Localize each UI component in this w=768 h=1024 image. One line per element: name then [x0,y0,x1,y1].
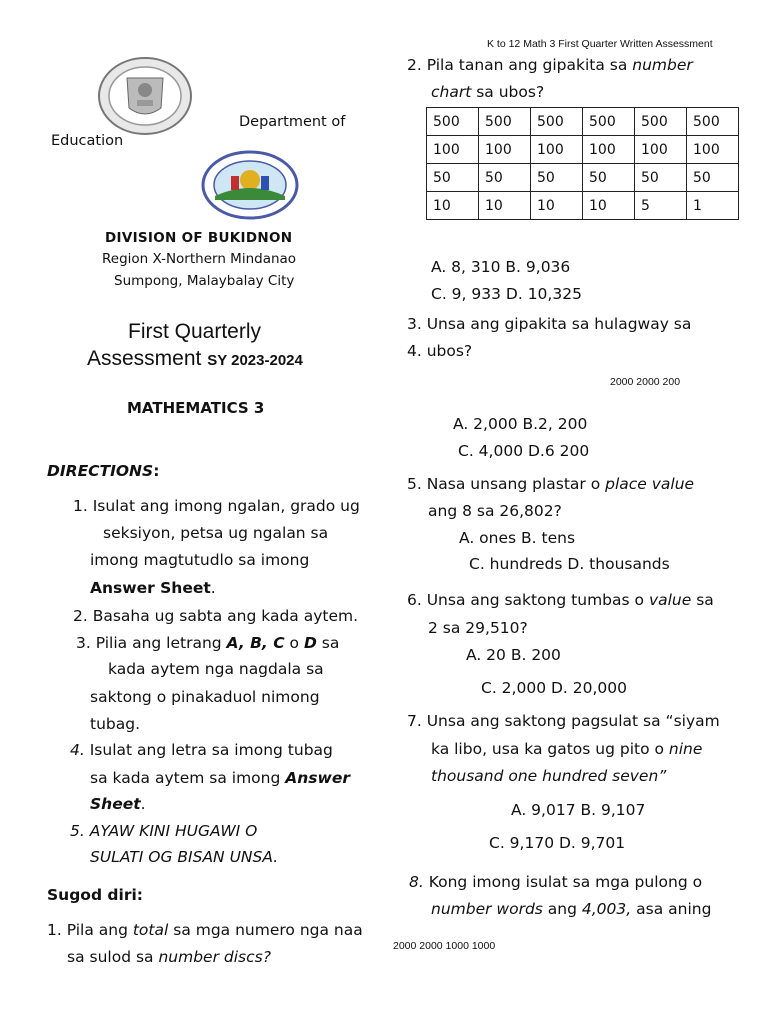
direction-1-line2: seksiyon, petsa ug ngalan sa [103,524,329,542]
question-7-line3: thousand one hundred seven” [431,767,667,785]
question-8-image-caption: 2000 2000 1000 1000 [393,940,496,952]
dept-label-line1: Department of [239,114,346,130]
table-cell: 50 [635,164,687,192]
table-cell: 10 [479,192,531,220]
direction-4-line1 [70,741,333,759]
question-5-line1 [407,475,694,493]
table-cell: 100 [583,136,635,164]
question-7-line2 [431,740,702,758]
school-year: SY 2023-2024 [207,352,303,369]
title-line1: First Quarterly [128,320,262,343]
direction-2: 2. Basaha ug sabta ang kada aytem. [73,607,359,625]
question-7-options-2: C. 9,170 D. 9,701 [489,834,626,852]
table-cell: 100 [687,136,739,164]
direction-3-line3: saktong o pinakaduol nimong [90,688,320,706]
table-cell: 50 [427,164,479,192]
q7-nine: nine [668,740,703,758]
q2-start: 2. Pila tanan ang gipakita sa [407,56,633,74]
table-cell: 100 [479,136,531,164]
division-bukidnon-seal-logo [201,150,299,220]
question-6-options-1: A. 20 B. 200 [466,646,561,664]
direction-4-sheet: Sheet [90,795,141,813]
q2-chart: chart [431,83,472,101]
table-cell: 1 [687,192,739,220]
direction-3-line4: tubag. [90,715,141,733]
address-line: Sumpong, Malaybalay City [114,273,295,289]
dept-label-line2: Education [51,133,124,149]
direction-4-answer: Answer [285,769,350,787]
q1-end: sa mga numero nga naa [168,921,363,939]
directions-heading [47,462,159,480]
table-cell: 500 [635,108,687,136]
direction-3-line1 [76,634,339,652]
q8-number: 4,003, [581,900,632,918]
question-3-options-2: C. 4,000 D.6 200 [458,442,590,460]
q6-end: sa [691,591,714,609]
table-cell: 50 [531,164,583,192]
subject-title: MATHEMATICS 3 [127,399,265,417]
table-cell: 100 [531,136,583,164]
question-2-options-1: A. 8, 310 B. 9,036 [431,258,571,276]
direction-3-line2: kada aytem nga nagdala sa [108,660,324,678]
table-cell: 100 [427,136,479,164]
question-6-line1 [407,591,714,609]
title-line2 [87,347,303,371]
direction-3-o: o [284,634,304,652]
question-2-options-2: C. 9, 933 D. 10,325 [431,285,582,303]
table-cell: 50 [583,164,635,192]
question-3-line2: 4. ubos? [407,342,473,360]
table-row [427,192,739,220]
table-cell: 10 [583,192,635,220]
direction-3-start: 3. Pilia ang letrang [76,634,227,652]
q5-place-value: place value [605,475,695,493]
direction-1-line1: 1. Isulat ang imong ngalan, grado ug [73,497,360,515]
question-2-line1 [407,56,693,74]
q7-l2-start: ka libo, usa ka gatos ug pito o [431,740,669,758]
q1-total: total [132,921,169,939]
q8-number-words: number words [431,900,543,918]
direction-3-letters: A, B, C [226,634,285,652]
q1-number-discs: number discs? [158,948,271,966]
question-3-image-caption: 2000 2000 200 [610,376,681,388]
direction-4-line2 [90,769,350,787]
q8-end: asa aning [631,900,712,918]
table-cell: 5 [635,192,687,220]
table-cell: 500 [687,108,739,136]
question-3-options-1: A. 2,000 B.2, 200 [453,415,588,433]
question-5-line2: ang 8 sa 26,802? [428,502,562,520]
table-cell: 500 [427,108,479,136]
deped-seal-logo [97,56,193,136]
question-6-line2: 2 sa 29,510? [428,619,528,637]
direction-3-d: D [303,634,317,652]
q1-l2-start: sa sulod sa [67,948,159,966]
directions-label: DIRECTIONS [47,462,154,480]
table-cell: 500 [583,108,635,136]
title-assessment: Assessment [87,347,202,370]
start-label: Sugod diri: [47,886,143,904]
q5-start: 5. Nasa unsang plastar o [407,475,606,493]
question-5-options-2: C. hundreds D. thousands [469,555,670,573]
question-8-line1 [409,873,702,891]
division-name: DIVISION OF BUKIDNON [105,230,293,246]
question-3-line1: 3. Unsa ang gipakita sa hulagway sa [407,315,692,333]
table-row [427,164,739,192]
table-cell: 500 [479,108,531,136]
direction-5-line1: 5. AYAW KINI HUGAWI O [70,822,258,840]
answer-sheet-bold: Answer Sheet [90,579,211,597]
directions-colon: : [153,462,160,480]
q6-start: 6. Unsa ang saktong tumbas o [407,591,649,609]
q2-end: sa ubos? [471,83,545,101]
direction-1-line3: imong magtutudlo sa imong [90,551,310,569]
direction-1-period: . [210,579,216,597]
q8-l1: Kong imong isulat sa mga pulong o [423,873,703,891]
question-7-options-1: A. 9,017 B. 9,107 [511,801,646,819]
number-chart-table [426,107,739,220]
direction-4-text: Isulat ang letra sa imong tubag [84,741,333,759]
direction-4-line3 [90,795,146,813]
q8-num: 8. [409,873,424,891]
direction-5-line2: SULATI OG BISAN UNSA. [90,848,279,866]
q2-number: number [632,56,693,74]
table-cell: 10 [531,192,583,220]
table-cell: 10 [427,192,479,220]
q8-ang: ang [542,900,582,918]
question-2-line2 [431,83,544,101]
question-6-options-2: C. 2,000 D. 20,000 [481,679,628,697]
table-row [427,136,739,164]
direction-1-line4 [90,579,216,597]
question-8-line2 [431,900,711,918]
region-line: Region X-Northern Mindanao [102,251,297,267]
header-assessment-title: K to 12 Math 3 First Quarter Written Assessment [487,38,713,50]
table-cell: 500 [531,108,583,136]
table-row [427,108,739,136]
table-cell: 50 [687,164,739,192]
question-5-options-1: A. ones B. tens [459,529,576,547]
question-7-line1: 7. Unsa ang saktong pagsulat sa “siyam [407,712,720,730]
q1-start: 1. Pila ang [47,921,133,939]
direction-4-num: 4. [70,741,85,759]
direction-4-line2-start: sa kada aytem sa imong [90,769,286,787]
question-1-line1 [47,921,363,939]
direction-4-period: . [140,795,146,813]
direction-3-sa: sa [316,634,340,652]
q6-value: value [648,591,692,609]
table-cell: 100 [635,136,687,164]
question-1-line2 [67,948,271,966]
table-cell: 50 [479,164,531,192]
